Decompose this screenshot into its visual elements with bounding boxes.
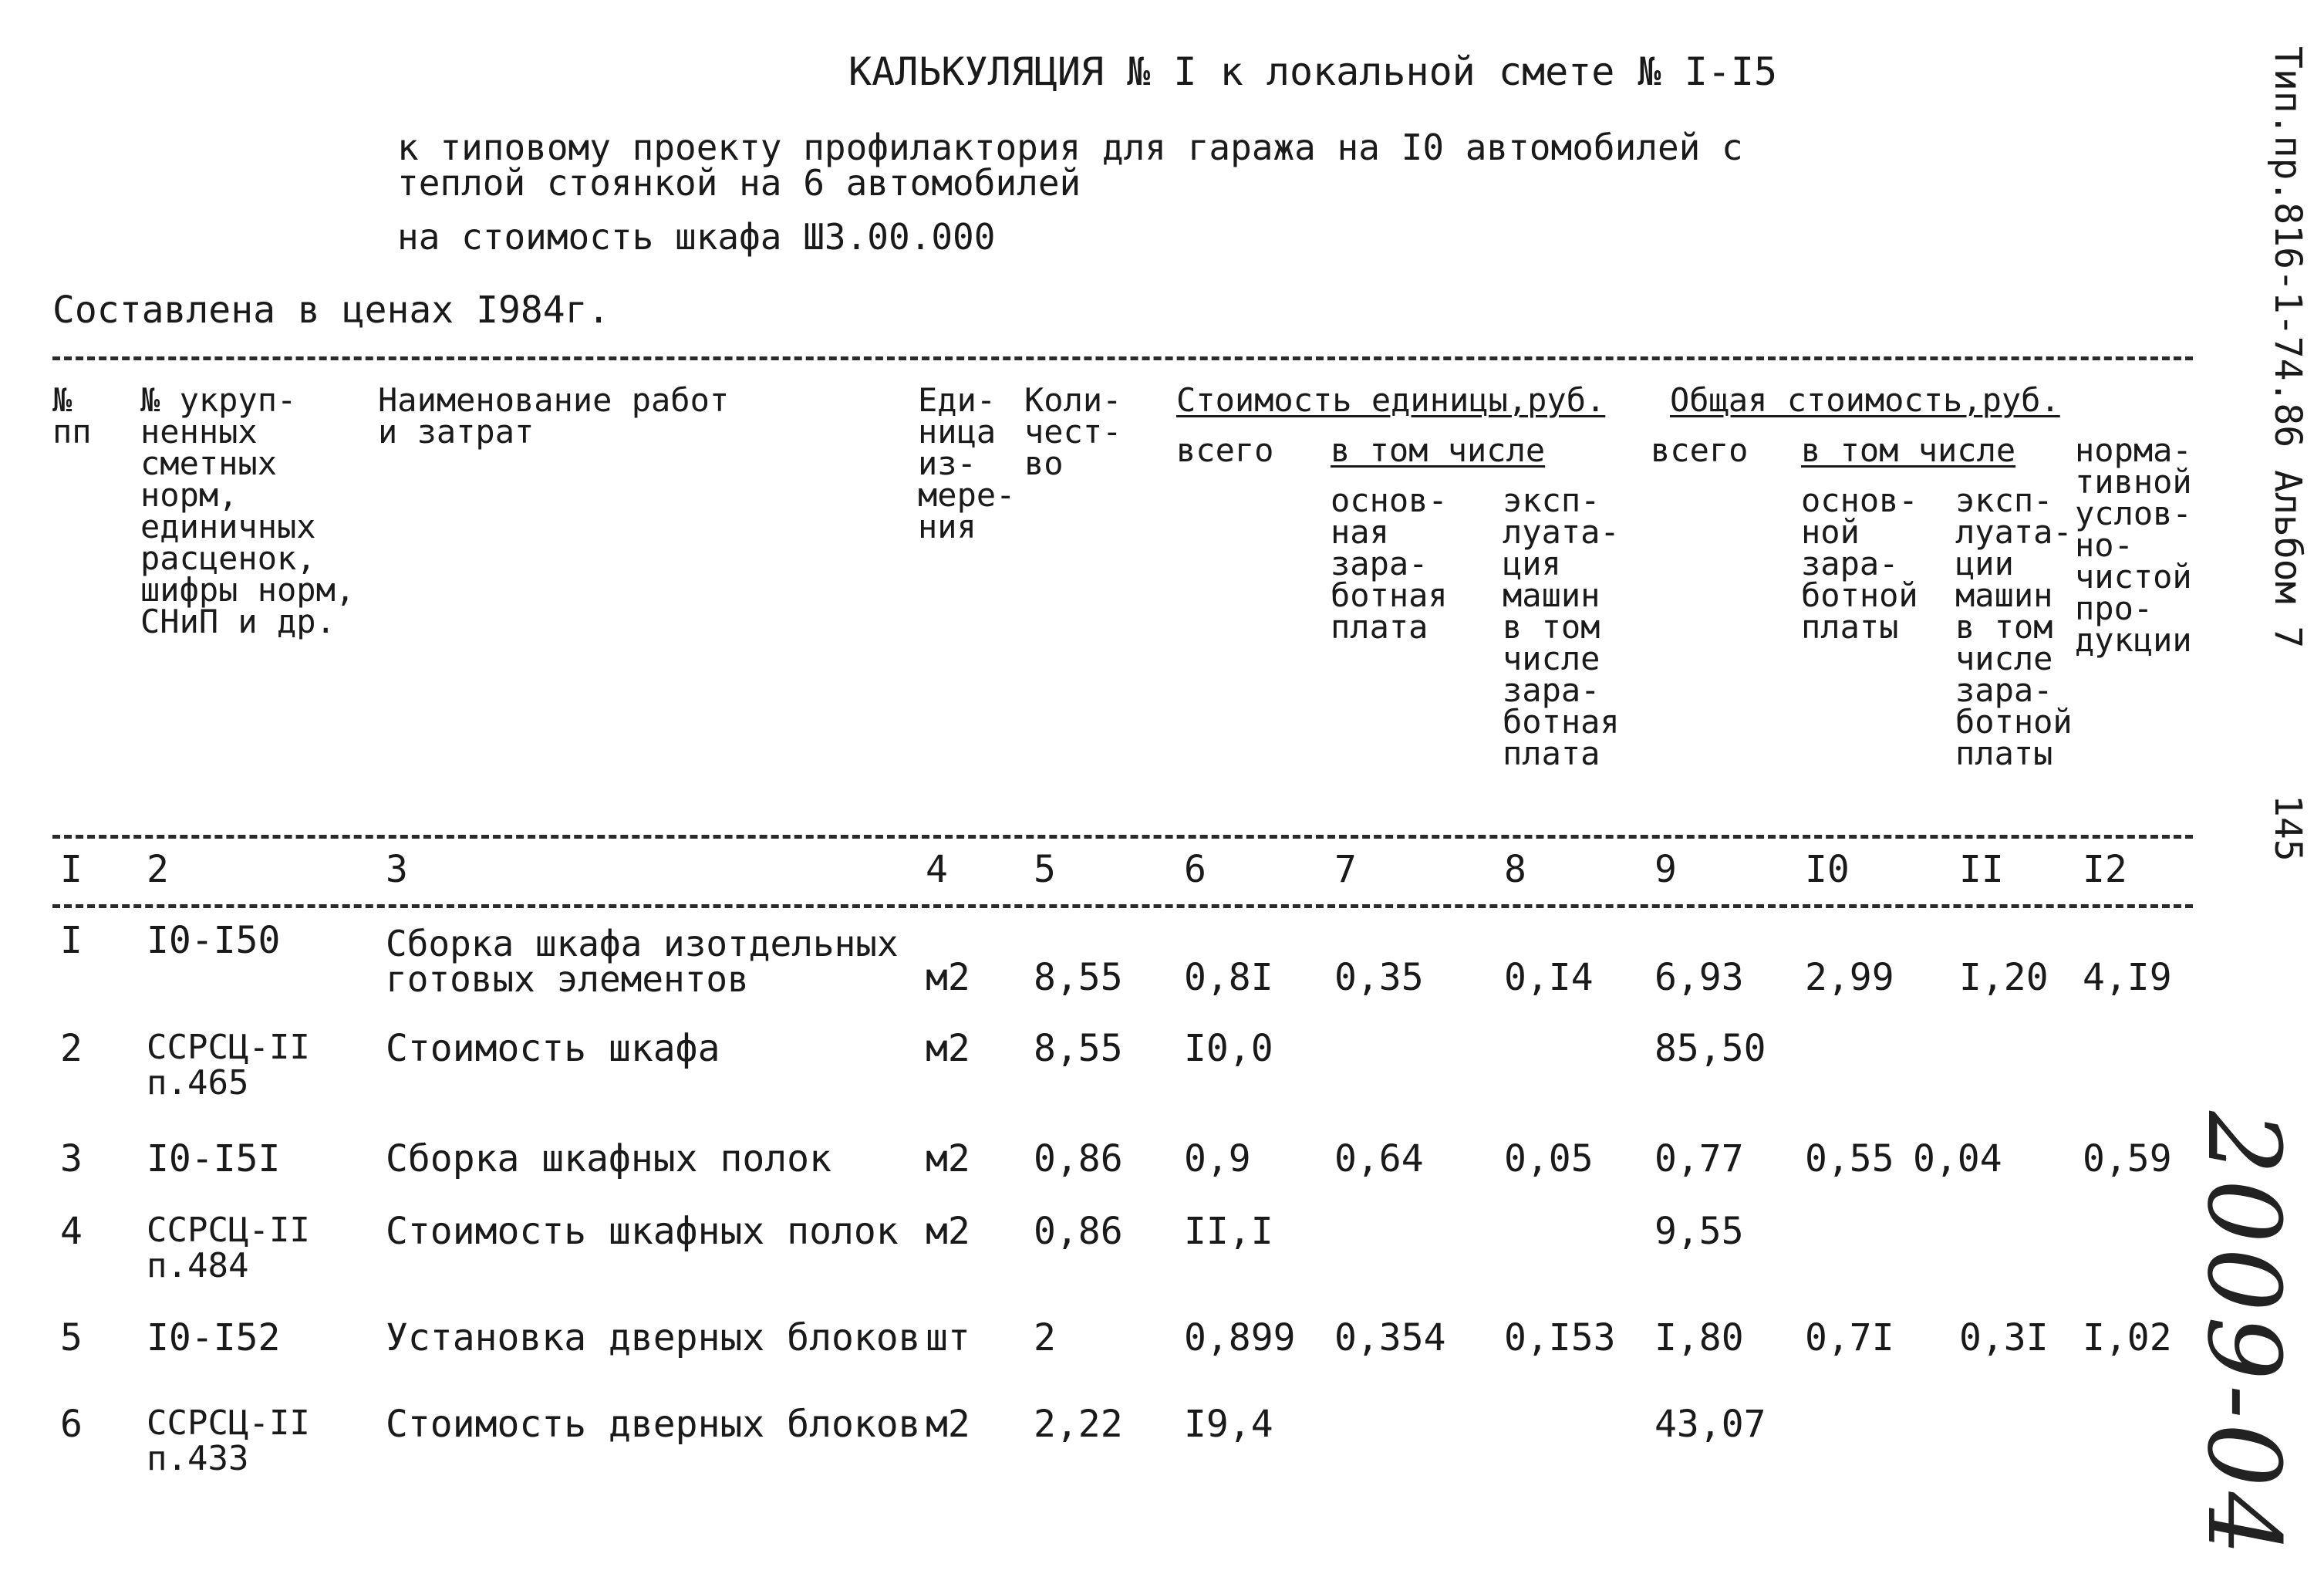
column-number: 8 bbox=[1504, 848, 1526, 891]
cell-total-machine: 0,3I bbox=[1959, 1316, 2049, 1359]
column-number: 9 bbox=[1654, 848, 1677, 891]
cell-normative: 0,59 bbox=[2083, 1137, 2172, 1180]
header-unit-wage: основ- ная зара- ботная плата bbox=[1331, 481, 1448, 646]
side-label: Тип.пр.816-1-74.86 Альбом 7 bbox=[2266, 46, 2309, 649]
header-unit: Еди- ница из- мере- ния bbox=[918, 381, 1016, 545]
cell-qty: 8,55 bbox=[1034, 1027, 1123, 1070]
cell-code: I0-I52 bbox=[147, 1316, 281, 1359]
cell-unit: м2 bbox=[926, 1137, 970, 1180]
cell-code: ССРСЦ-II п.465 bbox=[147, 1028, 310, 1103]
cell-unit: м2 bbox=[926, 1027, 970, 1070]
cell-unit: м2 bbox=[926, 956, 970, 999]
column-number: 5 bbox=[1034, 848, 1056, 891]
header-total-incl: в том числе bbox=[1801, 431, 2016, 469]
header-unit-cost-group: Стоимость единицы,руб. bbox=[1176, 381, 1606, 419]
cost-line: на стоимость шкафа ШЗ.00.000 bbox=[397, 216, 996, 258]
cell-unit-total: II,I bbox=[1184, 1210, 1273, 1253]
column-number: 7 bbox=[1334, 848, 1357, 891]
cell-unit-wage: 0,35 bbox=[1334, 956, 1424, 999]
cell-qty: 0,86 bbox=[1034, 1137, 1123, 1180]
cell-unit: м2 bbox=[926, 1403, 970, 1446]
cell-normative: 4,I9 bbox=[2083, 956, 2172, 999]
header-unit-machine: эксп- луата- ция машин в том числе зара- ботная плата bbox=[1503, 481, 1620, 772]
document-code-handwritten: 2009-04 bbox=[2185, 1111, 2302, 1561]
column-number: I bbox=[60, 848, 83, 891]
column-number: II bbox=[1959, 848, 2004, 891]
page-number: 145 bbox=[2266, 795, 2309, 862]
cell-name: Стоимость шкафа bbox=[386, 1027, 720, 1070]
header-total: всего bbox=[1651, 431, 1749, 469]
header-norm: № укруп- ненных сметных норм, единичных расценок, шифры норм, СНиП и др. bbox=[140, 381, 356, 640]
cell-unit-total: I9,4 bbox=[1184, 1403, 1273, 1446]
cell-total: 9,55 bbox=[1654, 1210, 1744, 1253]
cell-total: 6,93 bbox=[1654, 956, 1744, 999]
cell-unit-total: 0,899 bbox=[1184, 1316, 1296, 1359]
cell-unit-machine: 0,I4 bbox=[1504, 956, 1594, 999]
cell-total-wage: 2,99 bbox=[1805, 956, 1894, 999]
column-number: I0 bbox=[1805, 848, 1850, 891]
column-number: 3 bbox=[386, 848, 408, 891]
table-top-rule bbox=[52, 356, 2193, 360]
cell-no: 5 bbox=[60, 1316, 83, 1359]
cell-unit-wage: 0,354 bbox=[1334, 1316, 1446, 1359]
cell-unit: м2 bbox=[926, 1210, 970, 1253]
cell-total: 85,50 bbox=[1654, 1027, 1766, 1070]
cell-name: Сборка шкафных полок bbox=[386, 1137, 831, 1180]
cell-total: 0,77 bbox=[1654, 1137, 1744, 1180]
cell-no: 2 bbox=[60, 1027, 83, 1070]
header-no: № пп bbox=[52, 381, 92, 451]
cell-qty: 2 bbox=[1034, 1316, 1056, 1359]
header-unit-total: всего bbox=[1176, 431, 1274, 469]
cell-unit-machine: 0,I53 bbox=[1504, 1316, 1616, 1359]
cell-code: ССРСЦ-II п.484 bbox=[147, 1211, 310, 1285]
header-total-wage: основ- ной зара- ботной платы bbox=[1801, 481, 1918, 646]
header-total-machine: эксп- луата- ции машин в том числе зара- ботной платы bbox=[1955, 481, 2073, 772]
cell-name: Стоимость шкафных полок bbox=[386, 1210, 899, 1253]
cell-qty: 8,55 bbox=[1034, 956, 1123, 999]
column-number: 2 bbox=[147, 848, 169, 891]
cell-qty: 2,22 bbox=[1034, 1403, 1123, 1446]
cell-total-machine: I,20 bbox=[1959, 956, 2049, 999]
cell-code: I0-I5I bbox=[147, 1137, 281, 1180]
cell-name: Стоимость дверных блоков bbox=[386, 1403, 921, 1446]
header-name: Наименование работ и затрат bbox=[378, 381, 730, 451]
cell-code: ССРСЦ-II п.433 bbox=[147, 1403, 310, 1478]
cell-total-wage: 0,7I bbox=[1805, 1316, 1894, 1359]
cell-no: 4 bbox=[60, 1210, 83, 1253]
cell-unit-total: 0,9 bbox=[1184, 1137, 1251, 1180]
cell-code: I0-I50 bbox=[147, 919, 281, 962]
prices-note: Составлена в ценах I984г. bbox=[52, 289, 610, 332]
header-total-cost-group: Общая стоимость,руб. bbox=[1670, 381, 2060, 419]
cell-total-machine: 0,04 bbox=[1913, 1137, 2002, 1180]
column-number: 6 bbox=[1184, 848, 1206, 891]
header-qty: Коли- чест- во bbox=[1024, 381, 1122, 482]
header-unit-incl: в том числе bbox=[1331, 431, 1546, 469]
cell-name: Сборка шкафа изотдельных готовых элементов bbox=[386, 923, 899, 1000]
cell-unit-machine: 0,05 bbox=[1504, 1137, 1594, 1180]
subtitle-line-2: теплой стоянкой на 6 автомобилей bbox=[397, 162, 1081, 204]
cell-unit-wage: 0,64 bbox=[1334, 1137, 1424, 1180]
cell-qty: 0,86 bbox=[1034, 1210, 1123, 1253]
cell-unit-total: 0,8I bbox=[1184, 956, 1273, 999]
cell-no: I bbox=[60, 919, 83, 962]
column-numbers-rule bbox=[52, 904, 2193, 908]
cell-total: I,80 bbox=[1654, 1316, 1744, 1359]
cell-total-wage: 0,55 bbox=[1805, 1137, 1894, 1180]
header-normative: норма- тивной услов- но- чистой про- дукции bbox=[2075, 431, 2192, 659]
cell-unit: шт bbox=[926, 1316, 970, 1359]
cell-unit-total: I0,0 bbox=[1184, 1027, 1273, 1070]
cell-normative: I,02 bbox=[2083, 1316, 2172, 1359]
column-number: I2 bbox=[2083, 848, 2127, 891]
document-title: КАЛЬКУЛЯЦИЯ № I к локальной смете № I-I5 bbox=[848, 49, 1778, 94]
cell-name: Установка дверных блоков bbox=[386, 1316, 921, 1359]
subtitle-line-1: к типовому проекту профилактория для гаража на I0 автомобилей с bbox=[397, 127, 1743, 168]
cell-no: 6 bbox=[60, 1403, 83, 1446]
cell-no: 3 bbox=[60, 1137, 83, 1180]
cell-total: 43,07 bbox=[1654, 1403, 1766, 1446]
column-number: 4 bbox=[926, 848, 948, 891]
header-bottom-rule bbox=[52, 835, 2193, 839]
